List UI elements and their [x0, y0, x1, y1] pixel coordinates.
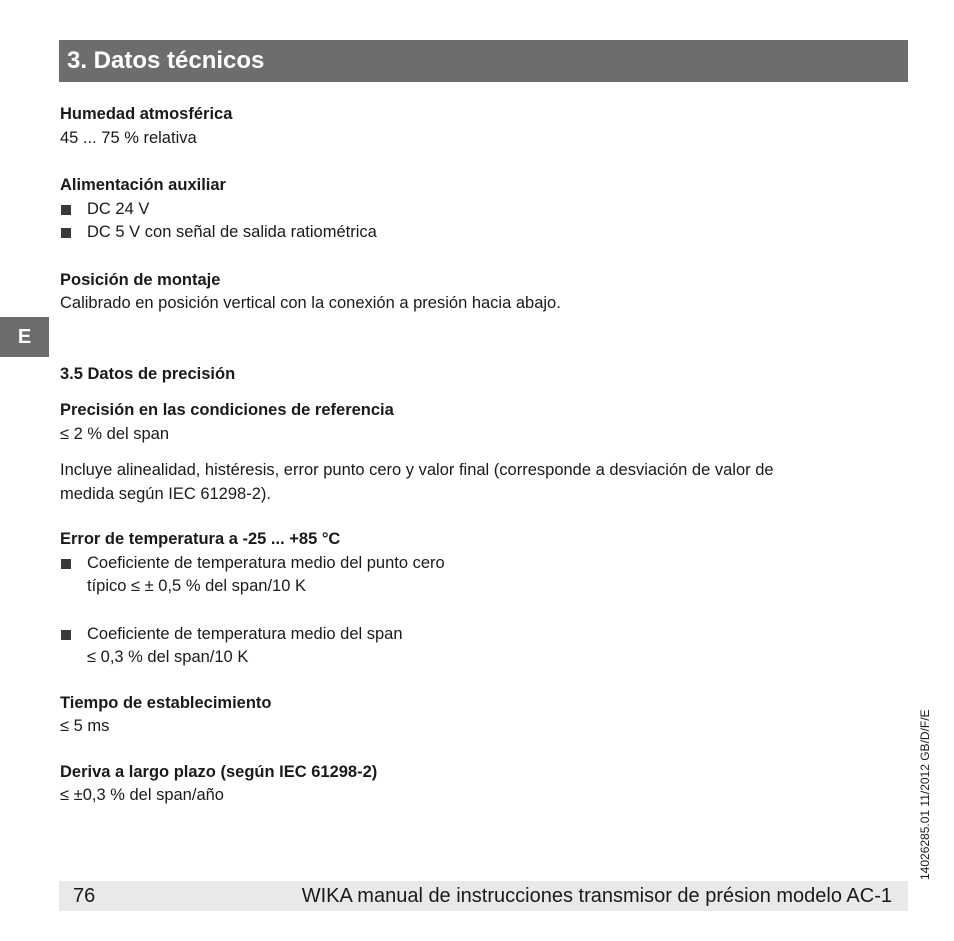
temp-error-item-2-line-2: ≤ 0,3 % del span/10 K: [87, 648, 249, 666]
precision-subsection-title: 3.5 Datos de precisión: [60, 364, 236, 383]
accuracy-note-line-1: Incluye alinealidad, histéresis, error punto cero y valor final (corresponde a desviación de valor de: [60, 461, 774, 479]
temp-error-heading: Error de temperatura a -25 ... +85 °C: [60, 530, 341, 548]
section-title: 3. Datos técnicos: [67, 47, 265, 74]
accuracy-value: ≤ 2 % del span: [60, 424, 170, 443]
document-code: 14026285.01 11/2012 GB/D/F/E: [918, 709, 932, 880]
drift-heading: Deriva a largo plazo (según IEC 61298-2): [60, 762, 378, 781]
aux-power-item-1: DC 24 V: [87, 199, 150, 218]
page-number: 76: [73, 884, 96, 907]
section-header: [59, 40, 908, 82]
page-footer: [59, 881, 908, 911]
humidity-heading: Humedad atmosférica: [60, 105, 233, 123]
mounting-heading: Posición de montaje: [60, 270, 221, 289]
square-bullet-icon: [61, 630, 71, 640]
mounting-value: Calibrado en posición vertical con la conexión a presión hacia abajo.: [60, 294, 561, 312]
square-bullet-icon: [61, 228, 71, 238]
list-item: [60, 552, 890, 599]
accuracy-heading: Precisión en las condiciones de referencia: [60, 401, 394, 419]
humidity-value: 45 ... 75 % relativa: [60, 128, 197, 147]
accuracy-note-line-2: medida según IEC 61298-2).: [60, 484, 271, 503]
temp-error-item-2-line-1: Coeficiente de temperatura medio del span: [87, 624, 403, 643]
footer-title: WIKA manual de instrucciones transmisor de présion modelo AC-1: [301, 884, 892, 907]
temp-error-item-1-line-1: Coeficiente de temperatura medio del punto cero: [87, 553, 445, 572]
list-item: [60, 221, 890, 245]
temp-error-item-1-line-2: típico ≤ ± 0,5 % del span/10 K: [87, 577, 306, 595]
square-bullet-icon: [61, 559, 71, 569]
list-item: [60, 198, 890, 222]
list-item: [60, 623, 890, 670]
aux-power-item-2: DC 5 V con señal de salida ratiométrica: [87, 223, 377, 241]
drift-value: ≤ ±0,3 % del span/año: [60, 786, 224, 804]
settling-value: ≤ 5 ms: [60, 717, 110, 735]
language-tab-label: E: [17, 325, 32, 348]
language-tab: [0, 317, 49, 357]
square-bullet-icon: [61, 205, 71, 215]
aux-power-heading: Alimentación auxiliar: [60, 176, 226, 194]
settling-heading: Tiempo de establecimiento: [60, 693, 272, 712]
page-content: [60, 103, 890, 808]
